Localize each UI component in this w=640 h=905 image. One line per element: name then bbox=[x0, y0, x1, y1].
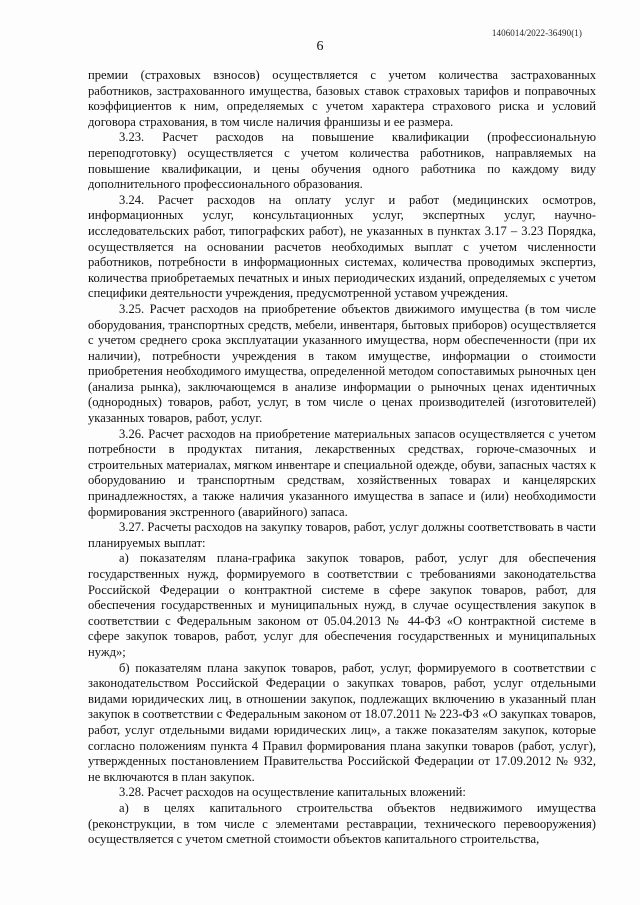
paragraph-3-23: 3.23. Расчет расходов на повышение квалификации (профессиональную переподготовку) осуществляется с учетом количества работников, направляемых на повышение квалификации, и цены обучения одного работника по каждому виду дополнительного профессионального образования. bbox=[88, 130, 596, 192]
paragraph-3-28: 3.28. Расчет расходов на осуществление капитальных вложений: bbox=[119, 785, 466, 800]
paragraph-3-27-b: б) показателям плана закупок товаров, работ, услуг, формируемого в соответствии с законодательством Российской Федерации о закупках товаров, работ, услуг отдельными видами юридических лиц, в отношении закупок, подлежащих включению в указанный план закупок в соответствии с Федеральным законом от 18.07.2011 № 223-ФЗ «О закупках товаров, работ, услуг отдельными видами юридических лиц», а также показателям закупок, которые согласно положениям пункта 4 Правил формирования плана закупки товаров (работ, услуг), утвержденных постановлением Правительства Российской Федерации от 17.09.2012 № 932, не включаются в план закупок. bbox=[88, 660, 596, 784]
page-number: 6 bbox=[316, 39, 324, 54]
paragraph-3-27-a: а) показателям плана-графика закупок товаров, работ, услуг для обеспечения государственных нужд, формируемого в соответствии с требованиями законодательства Российской Федерации о контрактной системе в сфере закупок товаров, работ, для обеспечения государственных и муниципальных нужд, в случае осуществления закупок в соответствии с Федеральным законом от 05.04.2013 № 44-ФЗ «О контрактной системе в сфере закупок товаров, работ, услуг для обеспечения государственных и муниципальных нужд»; bbox=[88, 551, 596, 659]
document-id: 1406014/2022-36490(1) bbox=[491, 28, 582, 38]
paragraph-3-24: 3.24. Расчет расходов на оплату услуг и работ (медицинских осмотров, информационных услуг, консультационных услуг, экспертных услуг, научно-исследовательских работ, типографских работ), не указанных в пунктах 3.17 – 3.23 Порядка, осуществляется на основании расчетов необходимых выплат с учетом численности работников, потребности в информационных системах, количества проводимых экспертиз, количества приобретаемых печатных и иных периодических изданий, определяемых с учетом специфики деятельности учреждения, предусмотренной уставом учреждения. bbox=[88, 192, 596, 301]
paragraph-3-28-a: а) в целях капитального строительства объектов недвижимого имущества (реконструкции, в том числе с элементами реставрации, технического перевооружения) осуществляется с учетом сметной стоимости объектов капитального строительства, bbox=[88, 800, 596, 847]
paragraph-3-27: 3.27. Расчеты расходов на закупку товаров, работ, услуг должны соответствовать в части планируемых выплат: bbox=[88, 520, 596, 550]
paragraph-insurance-continued: премии (страховых взносов) осуществляется с учетом количества застрахованных работников, застрахованного имущества, базовых ставок страховых тарифов и поправочных коэффициентов к ним, определяемых с учетом характера страхового риска и условий договора страхования, в том числе наличия франшизы и ее размера. bbox=[88, 68, 596, 129]
paragraph-3-26: 3.26. Расчет расходов на приобретение материальных запасов осуществляется с учетом потребности в продуктах питания, лекарственных средствах, горюче-смазочных и строительных материалах, мягком инвентаре и специальной одежде, обуви, запасных частях к оборудованию и транспортным средствам, хозяйственных товарах и канцелярских принадлежностях, а также наличия указанного имущества в запасе и (или) необходимости формирования экстренного (аварийного) запаса. bbox=[88, 426, 596, 519]
paragraph-3-25: 3.25. Расчет расходов на приобретение объектов движимого имущества (в том числе оборудования, транспортных средств, мебели, инвентаря, бытовых приборов) осуществляется с учетом среднего срока эксплуатации указанного имущества, норм обеспеченности (при их наличии), потребности учреждения в таком имуществе, информации о стоимости приобретения необходимого имущества, определенной методом сопоставимых рыночных цен (анализа рынка), заключающемся в анализе информации о рыночных ценах идентичных (однородных) товаров, работ, услуг, в том числе о ценах производителей (изготовителей) указанных товаров, работ, услуг. bbox=[88, 301, 596, 426]
document-body bbox=[88, 68, 596, 848]
